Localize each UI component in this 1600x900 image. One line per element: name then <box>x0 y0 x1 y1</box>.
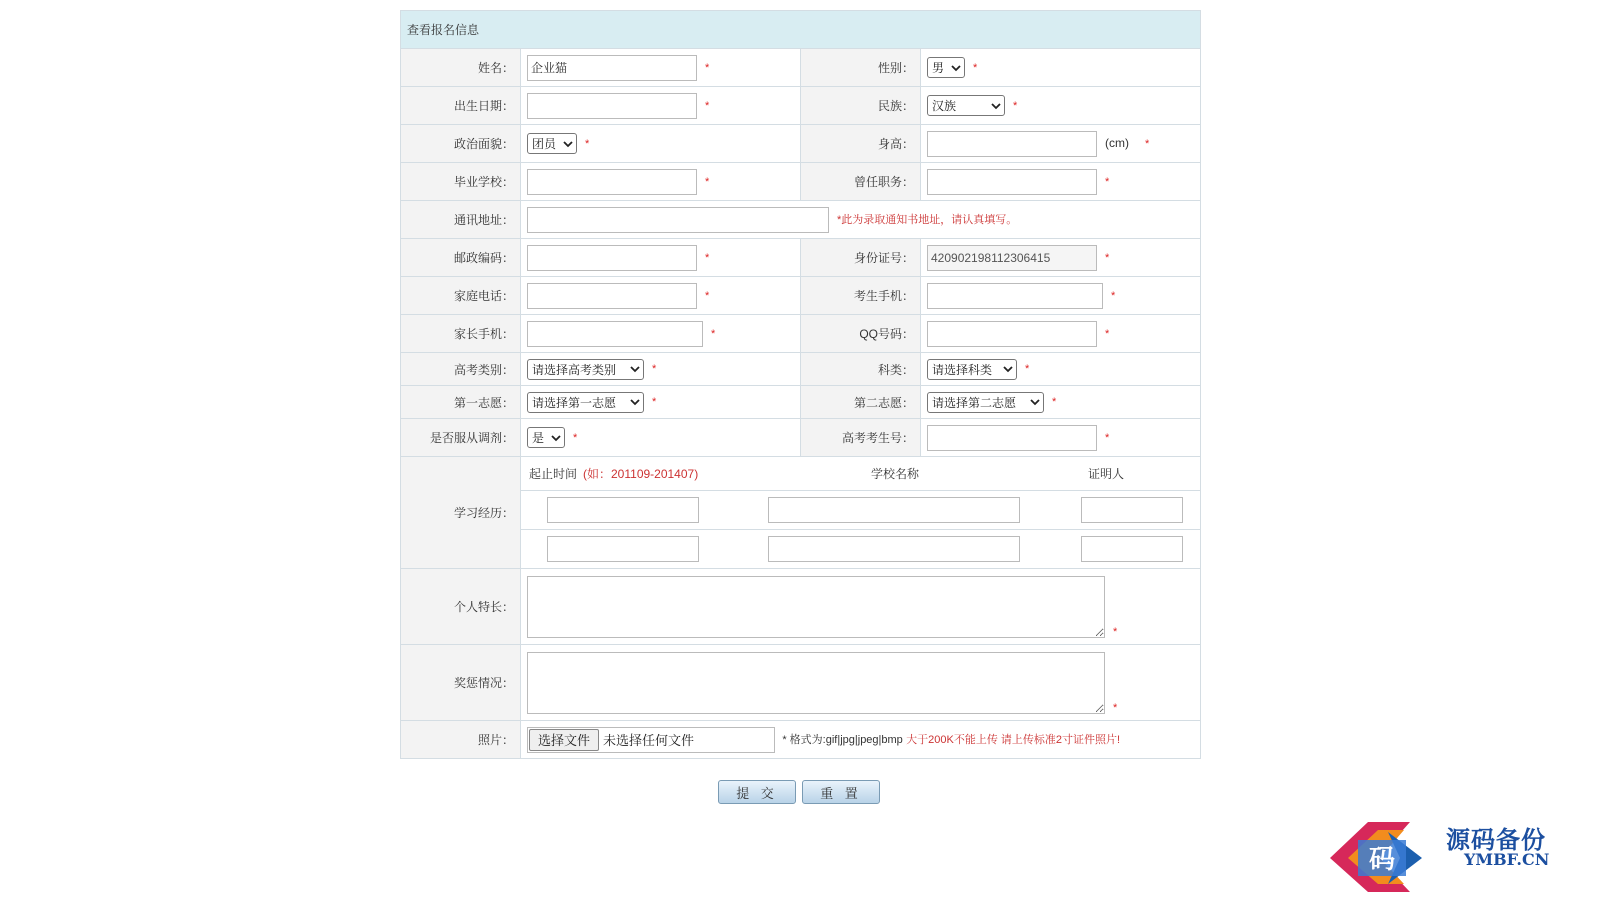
name-label: 姓名： <box>401 49 521 87</box>
postcode-label: 邮政编码： <box>401 239 521 277</box>
mobile-input[interactable] <box>927 283 1103 309</box>
file-name: 未选择任何文件 <box>603 733 695 748</box>
photo-file-input[interactable] <box>527 727 775 753</box>
registration-form <box>400 10 1200 759</box>
photo-size-hint: 大于200K不能上传 请上传标准2寸证件照片! <box>906 733 1121 746</box>
study-time-input[interactable] <box>547 536 699 562</box>
idcard-label: 身份证号： <box>801 239 921 277</box>
birth-label: 出生日期： <box>401 87 521 125</box>
homephone-input[interactable] <box>527 283 697 309</box>
awards-textarea[interactable] <box>527 652 1105 714</box>
chevron-down-icon <box>563 139 573 149</box>
adjust-select[interactable]: 是 <box>527 427 565 448</box>
watermark-text-en: YMBF.CN <box>1464 850 1550 869</box>
study-witness-input[interactable] <box>1081 536 1183 562</box>
watermark-text-cn: 源码备份 <box>1446 825 1546 854</box>
position-input[interactable] <box>927 169 1097 195</box>
required-mark: * <box>1025 363 1030 376</box>
logo-mark-icon <box>1318 818 1448 896</box>
chevron-down-icon <box>1003 364 1013 374</box>
choice1-label: 第一志愿： <box>401 386 521 419</box>
study-witness-input[interactable] <box>1081 497 1183 523</box>
watermark-logo <box>1318 818 1600 896</box>
examtype-select[interactable]: 请选择高考类别 <box>527 359 644 380</box>
homephone-label: 家庭电话： <box>401 277 521 315</box>
form-table <box>400 10 1201 759</box>
height-unit: (cm) <box>1105 135 1129 150</box>
school-label: 毕业学校： <box>401 163 521 201</box>
required-mark: * <box>705 289 710 302</box>
parentphone-label: 家长手机： <box>401 315 521 353</box>
required-mark: * <box>652 396 657 409</box>
idcard-input[interactable] <box>927 245 1097 271</box>
required-mark: * <box>705 99 710 112</box>
parentphone-input[interactable] <box>527 321 703 347</box>
study-row <box>521 491 1200 530</box>
submit-button[interactable]: 提 交 <box>718 780 796 804</box>
study-row <box>521 530 1200 568</box>
mobile-label: 考生手机： <box>801 277 921 315</box>
examno-input[interactable] <box>927 425 1097 451</box>
adjust-label: 是否服从调剂： <box>401 419 521 457</box>
study-header <box>521 457 1200 491</box>
required-mark: * <box>1113 625 1118 638</box>
required-mark: * <box>705 61 710 74</box>
required-mark: * <box>1145 137 1150 150</box>
qq-input[interactable] <box>927 321 1097 347</box>
school-input[interactable] <box>527 169 697 195</box>
height-input[interactable] <box>927 131 1097 157</box>
required-mark: * <box>1105 251 1110 264</box>
required-mark: * <box>973 61 978 74</box>
birth-input[interactable] <box>527 93 697 119</box>
required-mark: * <box>573 431 578 444</box>
required-mark: * <box>1105 175 1110 188</box>
subject-select[interactable]: 请选择科类 <box>927 359 1017 380</box>
required-mark: * <box>1113 701 1118 714</box>
chevron-down-icon <box>630 397 640 407</box>
choice2-label: 第二志愿： <box>801 386 921 419</box>
subject-label: 科类： <box>801 353 921 386</box>
chevron-down-icon <box>951 63 961 73</box>
reset-button[interactable]: 重 置 <box>802 780 880 804</box>
required-mark: * <box>585 137 590 150</box>
chevron-down-icon <box>991 101 1001 111</box>
postcode-input[interactable] <box>527 245 697 271</box>
examtype-label: 高考类别： <box>401 353 521 386</box>
political-select[interactable]: 团员 <box>527 133 577 154</box>
choose-file-button[interactable]: 选择文件 <box>529 729 599 751</box>
specialty-textarea[interactable] <box>527 576 1105 638</box>
address-input[interactable] <box>527 207 829 233</box>
required-mark: * <box>1105 327 1110 340</box>
political-label: 政治面貌： <box>401 125 521 163</box>
choice1-select[interactable]: 请选择第一志愿 <box>527 392 644 413</box>
chevron-down-icon <box>630 364 640 374</box>
photo-label: 照片： <box>401 721 521 759</box>
ethnicity-label: 民族： <box>801 87 921 125</box>
required-mark: * <box>1111 289 1116 302</box>
choice2-select[interactable]: 请选择第二志愿 <box>927 392 1044 413</box>
required-mark: * <box>652 363 657 376</box>
required-mark: * <box>705 251 710 264</box>
gender-select[interactable]: 男 <box>927 57 965 78</box>
form-actions <box>718 780 880 804</box>
required-mark: * <box>705 175 710 188</box>
study-school-input[interactable] <box>768 536 1020 562</box>
gender-label: 性别： <box>801 49 921 87</box>
specialty-label: 个人特长： <box>401 569 521 645</box>
study-col-school: 学校名称 <box>870 467 919 481</box>
photo-format-hint: * 格式为:gif|jpg|jpeg|bmp <box>782 733 903 746</box>
study-col-witness: 证明人 <box>1087 467 1124 481</box>
address-hint: *此为录取通知书地址，请认真填写。 <box>837 213 1018 226</box>
awards-label: 奖惩情况： <box>401 645 521 721</box>
position-label: 曾任职务： <box>801 163 921 201</box>
study-col-time: 起止时间 <box>529 467 578 481</box>
chevron-down-icon <box>551 433 561 443</box>
name-input[interactable] <box>527 55 697 81</box>
study-col-time-hint: (如：201109-201407) <box>583 467 699 481</box>
examno-label: 高考考生号： <box>801 419 921 457</box>
logo-glyph: 码 <box>1368 845 1396 875</box>
address-label: 通讯地址： <box>401 201 521 239</box>
study-section <box>521 457 1201 569</box>
study-label: 学习经历： <box>401 457 521 569</box>
study-school-input[interactable] <box>768 497 1020 523</box>
required-mark: * <box>1052 396 1057 409</box>
form-title: 查看报名信息 <box>401 11 1201 49</box>
ethnicity-select[interactable]: 汉族 <box>927 95 1005 116</box>
required-mark: * <box>1013 99 1018 112</box>
qq-label: QQ号码： <box>801 315 921 353</box>
required-mark: * <box>711 327 716 340</box>
required-mark: * <box>1105 431 1110 444</box>
chevron-down-icon <box>1030 397 1040 407</box>
study-time-input[interactable] <box>547 497 699 523</box>
height-label: 身高： <box>801 125 921 163</box>
